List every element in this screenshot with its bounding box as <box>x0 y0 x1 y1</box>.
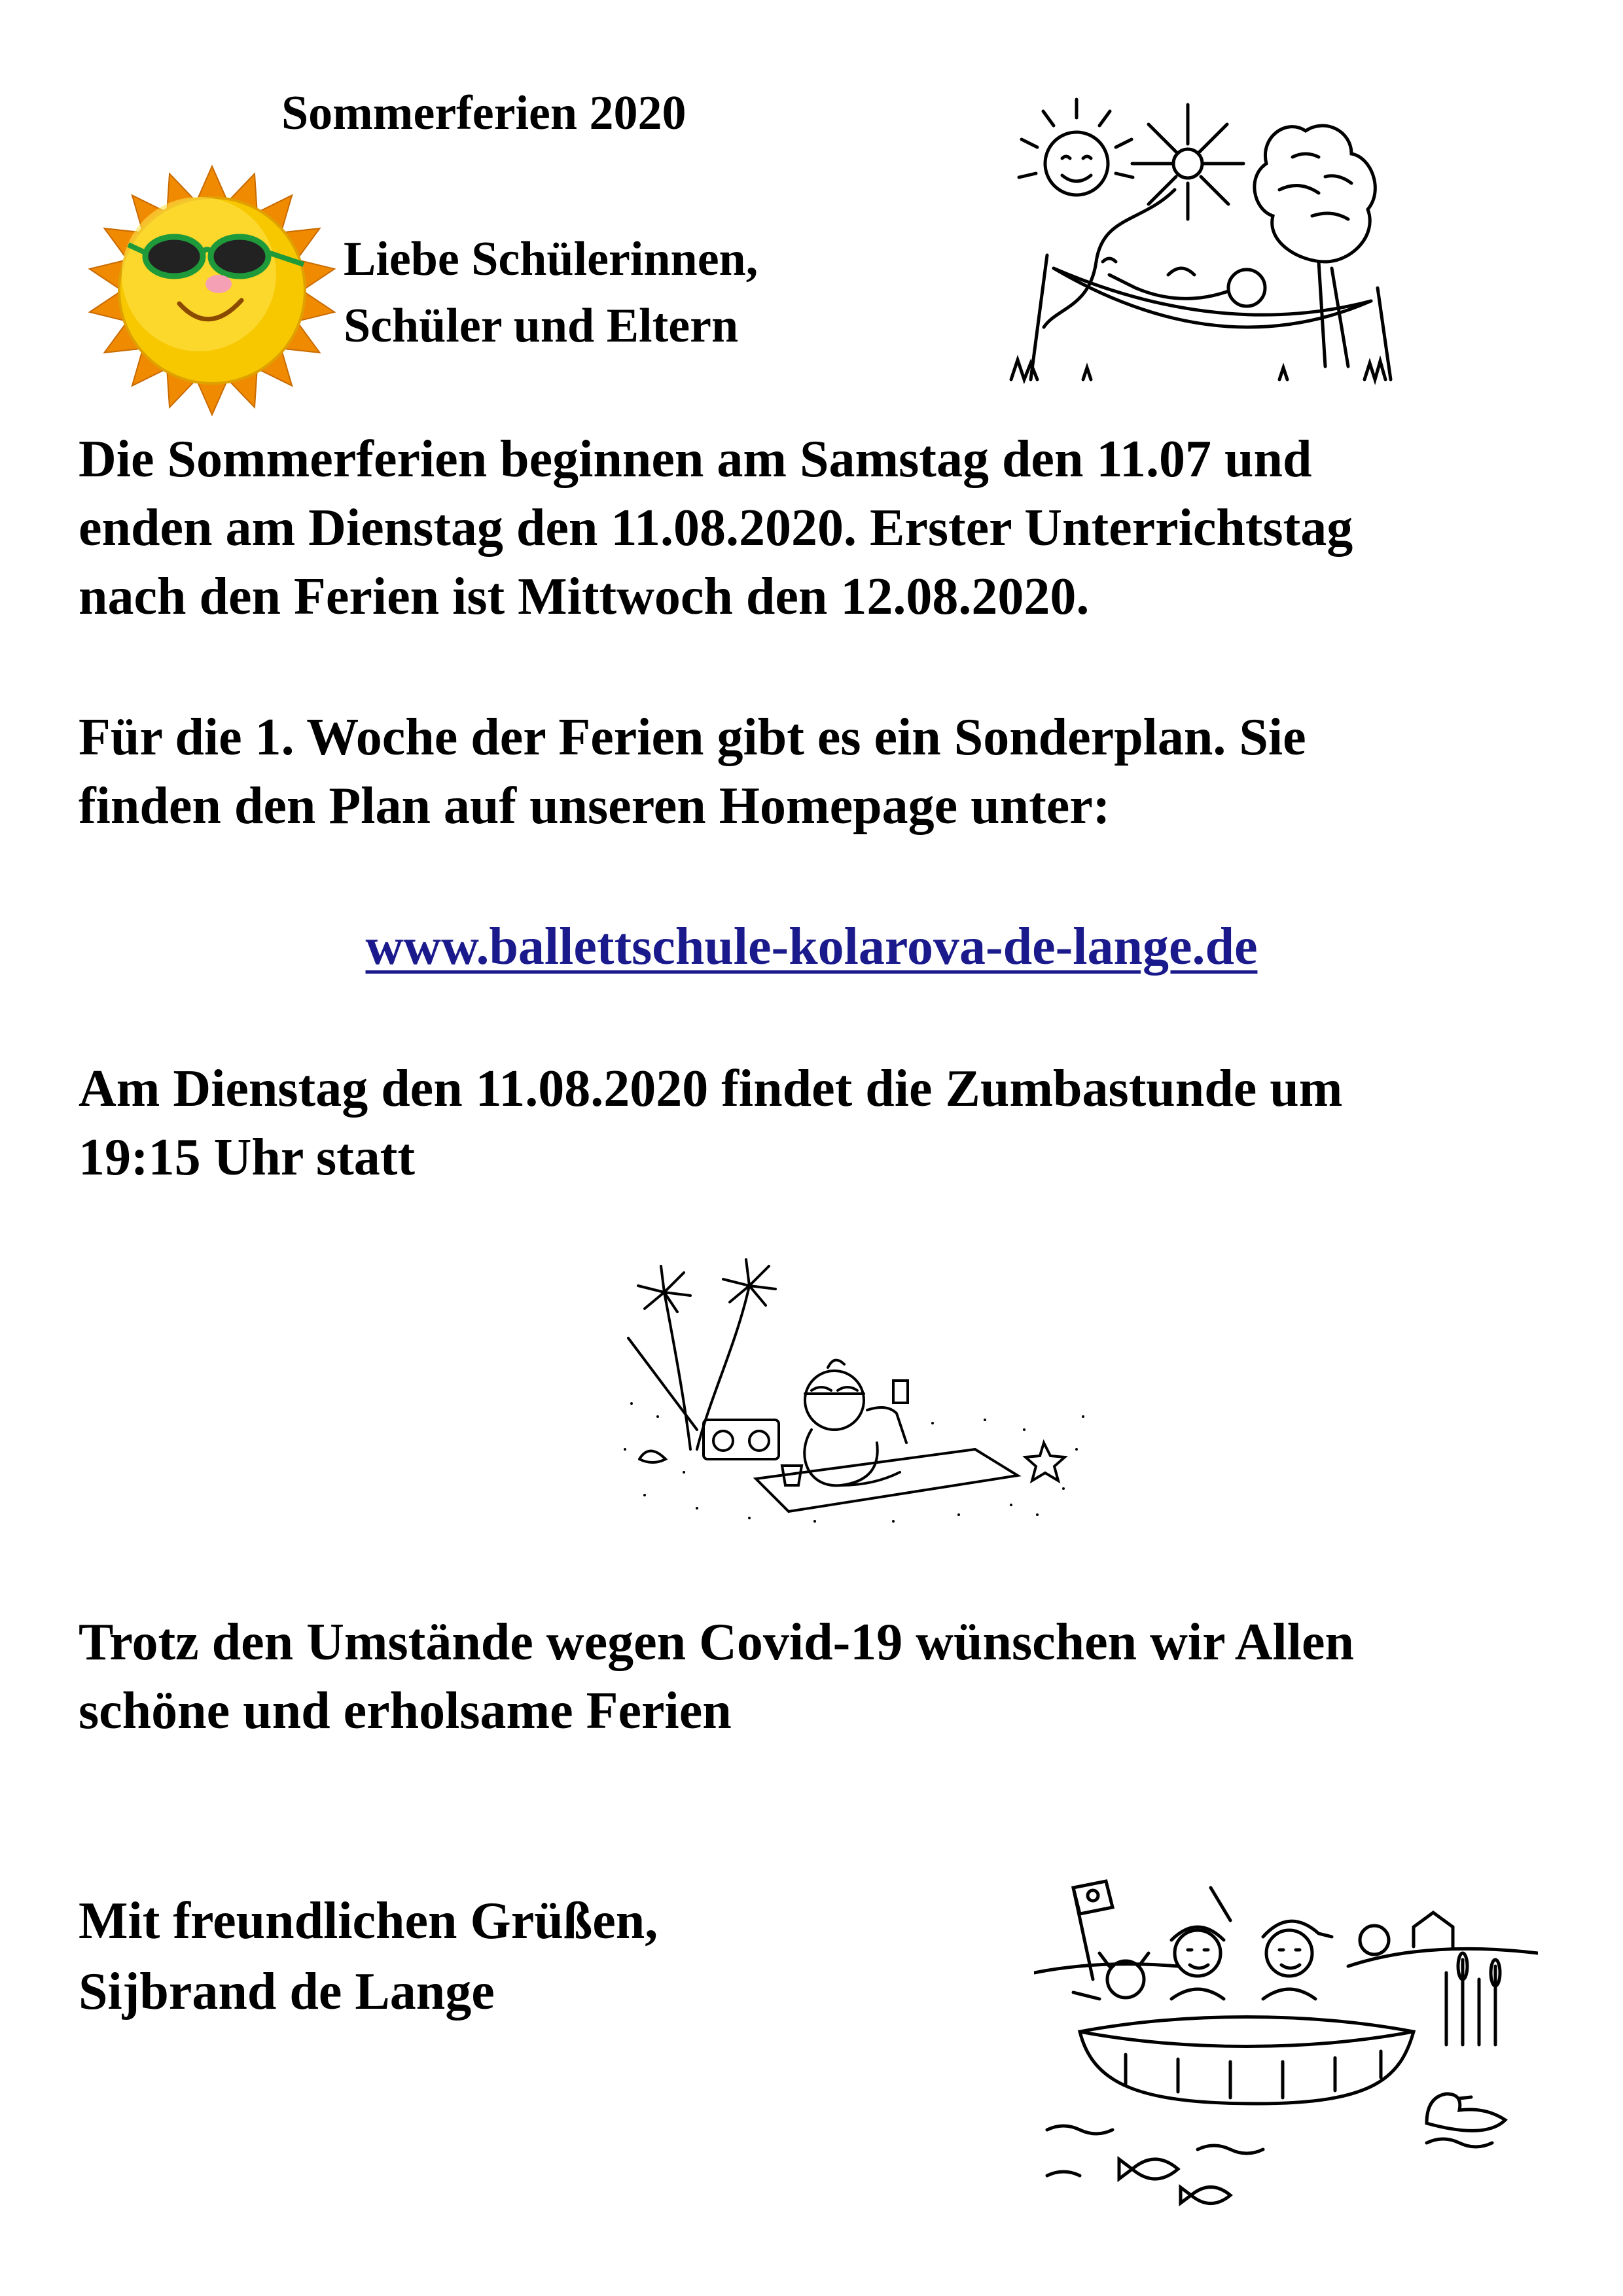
text-line: finden den Plan auf unseren Homepage unter: <box>79 777 1111 835</box>
paragraph-zumba <box>79 1055 1571 1192</box>
signature-name: Sijbrand de Lange <box>79 1963 495 2021</box>
text-line: schöne und erholsame Ferien <box>79 1682 732 1740</box>
beach-palm-trees-sunbather-icon <box>618 1253 1096 1528</box>
text-line: Die Sommerferien beginnen am Samstag den 11.07 und <box>79 431 1312 488</box>
greeting-line: Schüler und Eltern <box>344 299 739 353</box>
closing-signature <box>79 1886 658 2027</box>
text-line: 19:15 Uhr statt <box>79 1129 416 1186</box>
text-line: Am Dienstag den 11.08.2020 findet die Zumbastunde um <box>79 1060 1343 1118</box>
paragraph-dates <box>79 425 1571 631</box>
text-line: Für die 1. Woche der Ferien gibt es ein Sonderplan. Sie <box>79 709 1306 766</box>
paragraph-special-plan <box>79 703 1571 841</box>
paragraph-wishes <box>79 1608 1571 1746</box>
hammock-under-sun-and-tree-icon <box>985 92 1404 412</box>
text-line: Trotz den Umstände wegen Covid-19 wünschen wir Allen <box>79 1614 1354 1671</box>
text-line: nach den Ferien ist Mittwoch den 12.08.2020. <box>79 568 1090 626</box>
sun-with-sunglasses-icon <box>84 162 340 419</box>
children-in-boat-icon <box>1034 1868 1538 2221</box>
homepage-link-container <box>0 913 1623 981</box>
closing-line: Mit freundlichen Grüßen, <box>79 1892 658 1950</box>
page-title: Sommerferien 2020 <box>281 86 687 140</box>
greeting <box>344 226 758 359</box>
text-line: enden am Dienstag den 11.08.2020. Erster Unterrichtstag <box>79 499 1353 557</box>
homepage-link[interactable]: www.ballettschule-kolarova-de-lange.de <box>365 918 1258 976</box>
greeting-line: Liebe Schülerinnen, <box>344 232 758 286</box>
